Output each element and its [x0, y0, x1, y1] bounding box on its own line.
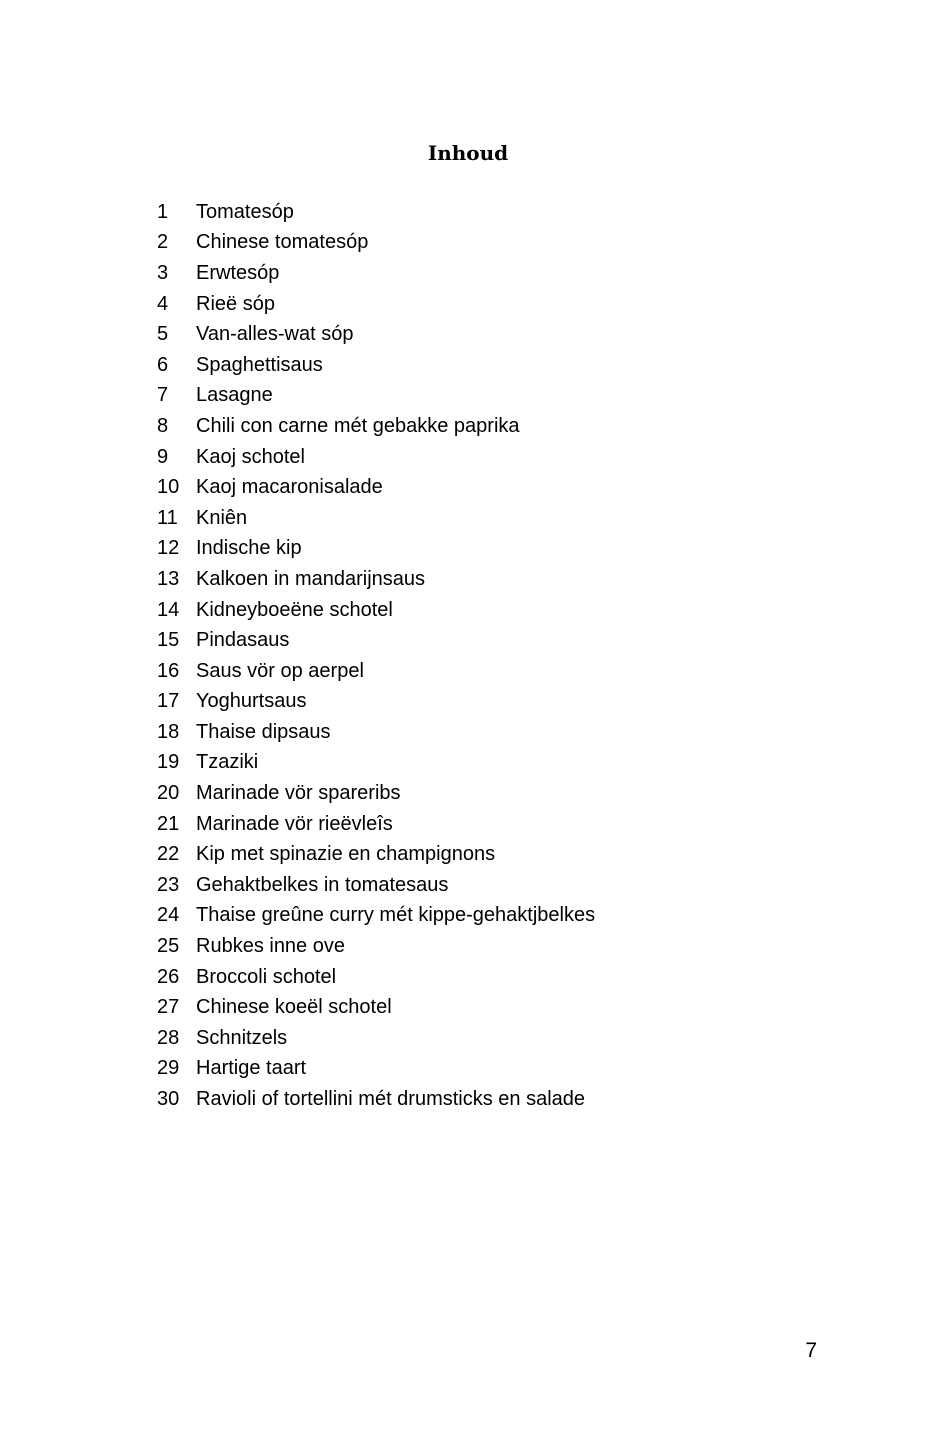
- toc-entry-number: 27: [157, 996, 180, 1019]
- toc-entry-title: Rubkes inne ove: [196, 935, 345, 958]
- toc-entry-title: Broccoli schotel: [196, 965, 337, 988]
- toc-entry-number: 5: [157, 323, 169, 346]
- toc-entry: [157, 228, 595, 259]
- toc-entry: [157, 931, 595, 962]
- toc-entry: [157, 534, 595, 565]
- page-title: Inhoud: [427, 141, 509, 165]
- toc-entry-title: Saus vör op aerpel: [196, 659, 364, 682]
- toc-entry-number: 21: [157, 812, 180, 835]
- toc-entry-title: Thaise dipsaus: [196, 720, 331, 743]
- toc-entry-title: Rieë sóp: [196, 292, 275, 315]
- toc-entry-title: Tzaziki: [196, 751, 259, 774]
- toc-entry: [157, 564, 595, 595]
- toc-entry-title: Schnitzels: [196, 1026, 288, 1049]
- toc-entry-number: 8: [157, 414, 169, 437]
- toc-entry-number: 30: [157, 1088, 180, 1111]
- toc-entry: [157, 625, 595, 656]
- toc-entry-title: Gehaktbelkes in tomatesaus: [196, 873, 449, 896]
- toc-entry-title: Marinade vör spareribs: [196, 782, 401, 805]
- toc-entry-title: Kalkoen in mandarijnsaus: [196, 567, 426, 590]
- toc-entry: [157, 503, 595, 534]
- toc-entry-title: Chili con carne mét gebakke paprika: [196, 414, 520, 437]
- toc-entry-number: 24: [157, 904, 180, 927]
- toc-entry-title: Spaghettisaus: [196, 353, 323, 376]
- toc-entry-title: Kaoj macaronisalade: [196, 476, 383, 499]
- toc-entry-title: Tomatesóp: [196, 200, 294, 223]
- toc-entry-title: Hartige taart: [196, 1057, 307, 1080]
- toc-entry-number: 18: [157, 720, 180, 743]
- toc-entry-title: Kniên: [196, 506, 248, 529]
- toc-entry: [157, 809, 595, 840]
- toc-entry: [157, 289, 595, 320]
- toc-entry-title: Chinese koeël schotel: [196, 996, 392, 1019]
- toc-entry: [157, 595, 595, 626]
- toc-entry: [157, 1054, 595, 1085]
- toc-entry-title: Chinese tomatesóp: [196, 231, 369, 254]
- toc-entry: [157, 839, 595, 870]
- toc-entry-title: Kidneyboeëne schotel: [196, 598, 393, 621]
- toc-entry: [157, 197, 595, 228]
- toc-entry: [157, 319, 595, 350]
- toc-entry-number: 19: [157, 751, 180, 774]
- toc-entry-number: 12: [157, 537, 180, 560]
- toc-entry: [157, 687, 595, 718]
- toc-entry-number: 16: [157, 659, 180, 682]
- toc-entry-number: 22: [157, 843, 180, 866]
- toc-entry-title: Yoghurtsaus: [196, 690, 307, 713]
- toc-entry-number: 9: [157, 445, 169, 468]
- toc-entry-number: 2: [157, 231, 169, 254]
- toc-entry-number: 1: [157, 200, 169, 223]
- toc-entry: [157, 962, 595, 993]
- toc-entry-number: 13: [157, 567, 180, 590]
- toc-entry-title: Kip met spinazie en champignons: [196, 843, 496, 866]
- toc-entry: [157, 258, 595, 289]
- toc-entry: [157, 748, 595, 779]
- toc-entry-title: Indische kip: [196, 537, 302, 560]
- toc-entry: [157, 1023, 595, 1054]
- toc-entry-number: 17: [157, 690, 180, 713]
- toc-entry-number: 14: [157, 598, 180, 621]
- page-number: 7: [805, 1339, 817, 1362]
- toc-entry-title: Thaise greûne curry mét kippe-gehaktjbelkes: [196, 904, 596, 927]
- toc-entry-number: 29: [157, 1057, 180, 1080]
- toc-entry-title: Erwtesóp: [196, 261, 280, 284]
- toc-entry: [157, 870, 595, 901]
- toc-entry: [157, 381, 595, 412]
- toc-entry: [157, 992, 595, 1023]
- toc-entry-title: Ravioli of tortellini mét drumsticks en salade: [196, 1088, 586, 1111]
- toc-entry-title: Marinade vör rieëvleîs: [196, 812, 393, 835]
- toc-entry: [157, 411, 595, 442]
- toc-entry-number: 15: [157, 629, 180, 652]
- toc-entry: [157, 472, 595, 503]
- toc-entry-title: Lasagne: [196, 384, 273, 407]
- toc-entry: [157, 778, 595, 809]
- toc-entry-title: Kaoj schotel: [196, 445, 305, 468]
- toc-entry-number: 4: [157, 292, 169, 315]
- toc-entry: [157, 350, 595, 381]
- toc-entry: [157, 442, 595, 473]
- toc-entry-number: 11: [157, 506, 178, 529]
- table-of-contents: [157, 197, 595, 1115]
- toc-entry-number: 28: [157, 1026, 180, 1049]
- toc-entry-title: Van-alles-wat sóp: [196, 323, 354, 346]
- toc-entry: [157, 717, 595, 748]
- toc-entry-title: Pindasaus: [196, 629, 290, 652]
- toc-entry-number: 20: [157, 782, 180, 805]
- toc-entry-number: 26: [157, 965, 180, 988]
- toc-entry-number: 7: [157, 384, 169, 407]
- toc-entry: [157, 901, 595, 932]
- toc-entry-number: 3: [157, 261, 169, 284]
- toc-entry: [157, 656, 595, 687]
- toc-entry-number: 6: [157, 353, 169, 376]
- toc-entry: [157, 1084, 595, 1115]
- toc-entry-number: 25: [157, 935, 180, 958]
- toc-entry-number: 23: [157, 873, 180, 896]
- toc-entry-number: 10: [157, 476, 180, 499]
